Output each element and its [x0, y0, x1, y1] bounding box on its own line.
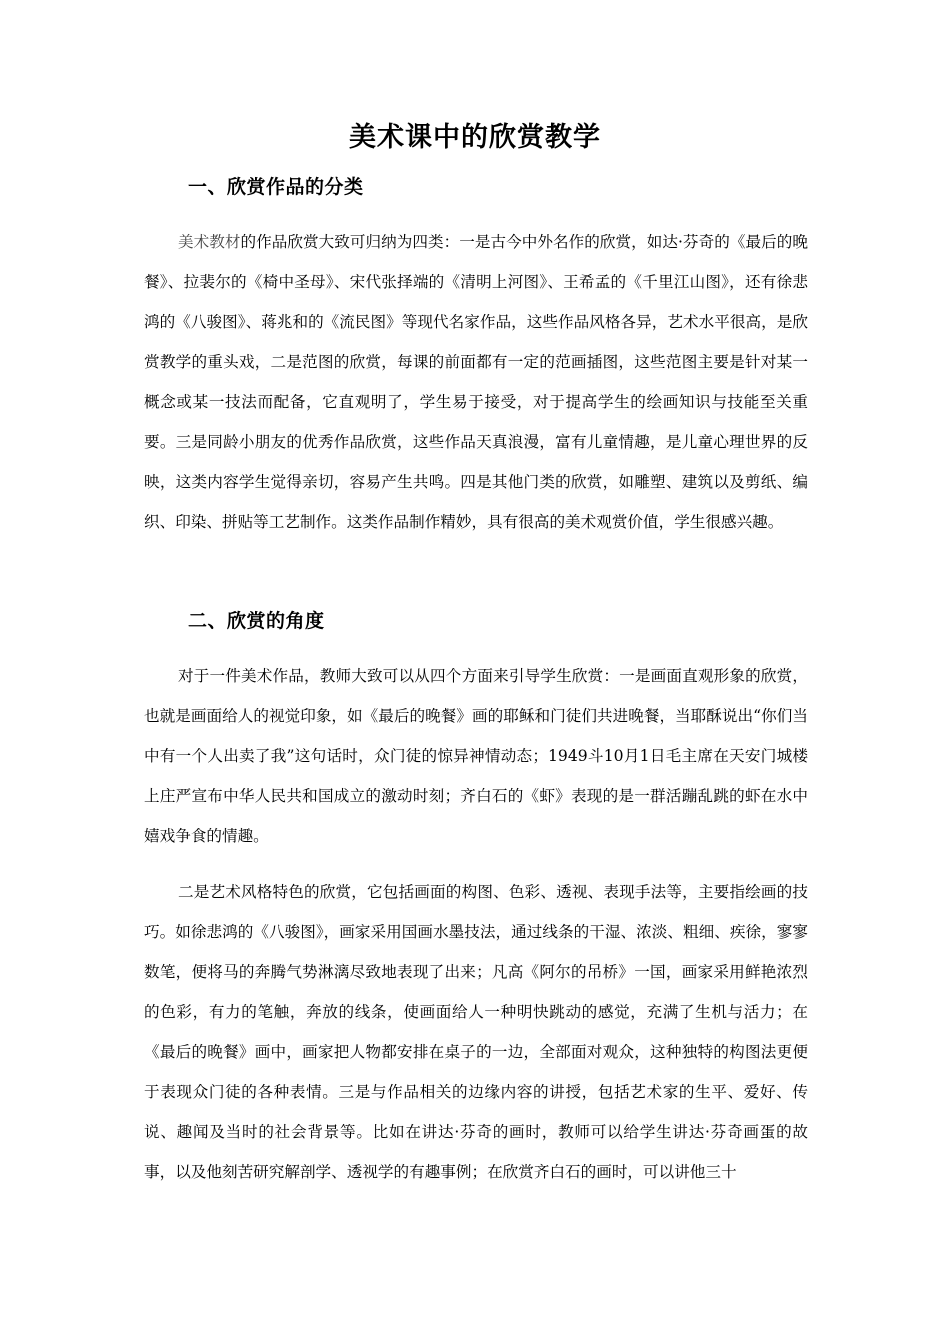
- section-heading-classification: 一、欣赏作品的分类: [188, 176, 364, 198]
- paragraph-text: 的作品欣赏大致可归纳为四类：一是古今中外名作的欣赏，如达·芬奇的《最后的晚餐》、拉裴尔的《椅中圣母》、宋代张择端的《清明上河图》、王希孟的《千里江山图》，还有徐悲鸿的《八骏图》、蒋兆和的《流民图》等现代名家作品，这些作品风格各异，艺术水平很高，是欣赏教学的重头戏，二是范图的欣赏，每课的前面都有一定的范画插图，这些范图主要是针对某一概念或某一技法而配备，它直观明了，学生易于接受，对于提高学生的绘画知识与技能至关重要。三是同龄小朋友的优秀作品欣赏，这些作品天真浪漫，富有儿童情趣，是儿童心理世界的反映，这类内容学生觉得亲切，容易产生共鸣。四是其他门类的欣赏，如雕塑、建筑以及剪纸、编织、印染、拼贴等工艺制作。这类作品制作精妙，具有很高的美术观赏价值，学生很感兴趣。: [144, 233, 808, 531]
- paragraph-perspective-2: 二是艺术风格特色的欣赏，它包括画面的构图、色彩、透视、表现手法等，主要指绘画的技巧。如徐悲鸿的《八骏图》，画家采用国画水墨技法，通过线条的干湿、浓淡、粗细、疾徐，寥寥数笔，便将马的奔腾气势淋漓尽致地表现了出来；凡高《阿尔的吊桥》一国，画家采用鲜艳浓烈的色彩，有力的笔触，奔放的线条，使画面给人一种明快跳动的感觉，充满了生机与活力；在《最后的晚餐》画中，画家把人物都安排在桌子的一边，全部面对观众，这种独特的构图法更便于表现众门徒的各种表情。三是与作品相关的边缘内容的讲授，包括艺术家的生平、爱好、传说、趣闻及当时的社会背景等。比如在讲达·芬奇的画时，教师可以给学生讲达·芬奇画蛋的故事，以及他刻苦研究解剖学、透视学的有趣事例；在欣赏齐白石的画时，可以讲他三十: [144, 883, 808, 1181]
- paragraph-perspective-1: 对于一件美术作品，教师大致可以从四个方面来引导学生欣赏：一是画面直观形象的欣赏，也就是画面给人的视觉印象，如《最后的晚餐》画的耶稣和门徒们共进晚餐，当耶酥说出“你们当中有一个人出卖了我”这句话时，众门徒的惊异神情动态；1949斗10月1日毛主席在天安门城楼上庄严宣布中华人民共和国成立的激动时刻；齐白石的《虾》表现的是一群活蹦乱跳的虾在水中嬉戏争食的情趣。: [144, 667, 808, 845]
- page-title: 美术课中的欣赏教学: [349, 122, 601, 153]
- paragraph-classification: [144, 222, 808, 542]
- section-heading-perspective: 二、欣赏的角度: [188, 610, 325, 632]
- textbook-link[interactable]: 美术教材: [178, 233, 241, 251]
